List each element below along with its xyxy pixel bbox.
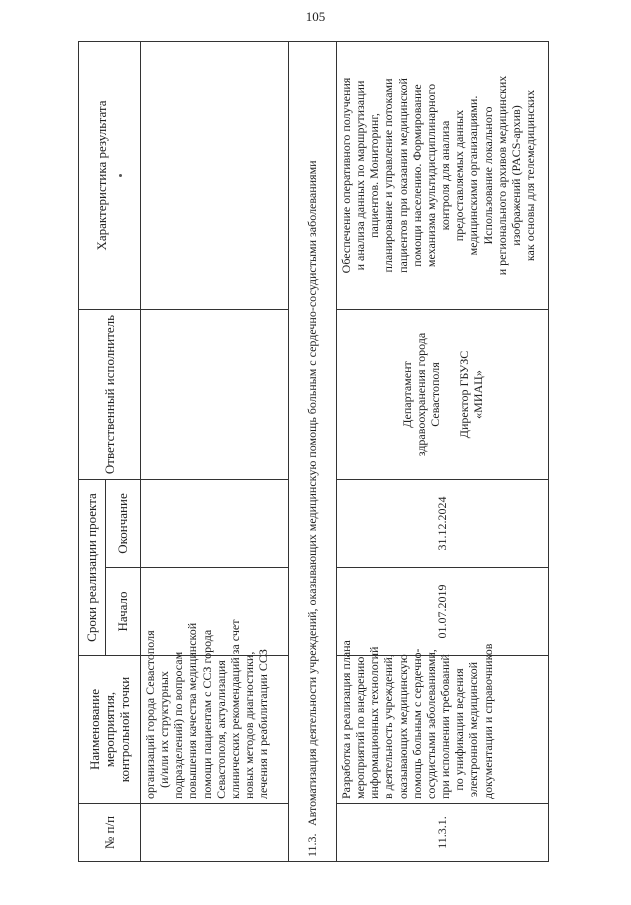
table-row xyxy=(337,42,549,862)
cell-end xyxy=(141,480,289,568)
cell-result xyxy=(141,42,289,310)
section-title xyxy=(289,42,337,862)
cell-responsible xyxy=(141,310,289,480)
cell-result: Обеспечение оперативного получения и анализа данных по маршрутизации пациентов. Мониторинг, планирование и управление потоками пациентов при оказании медицинской помощи населению. Формирование механизма мультидисциплинарного контроля для анализа предоставляемых данных медицинскими организациями. Использование локального и регионального архивов медицинских изображений (PACS-архив) как основы для телемедицинских xyxy=(337,42,549,310)
rotated-page-content xyxy=(78,42,548,862)
cell-end: 31.12.2024 xyxy=(337,480,549,568)
header-terms: Сроки реализации проекта xyxy=(79,480,106,656)
header-num: № п/п xyxy=(79,804,141,862)
cell-name: организаций города Севастополя (и/или их структурных подразделений) по вопросам повышения качества медицинской помощи пациентам с ССЗ города Севастополя, актуализация клинических рекомендаций за счет новых методов диагностики, лечения и реабилитации ССЗ xyxy=(141,656,289,804)
section-number: 11.3. xyxy=(305,833,320,857)
cell-num xyxy=(141,804,289,862)
header-responsible: Ответственный исполнитель xyxy=(79,310,141,480)
header-start: Начало xyxy=(106,568,141,656)
section-row xyxy=(289,42,337,862)
cell-responsible: Департамент здравоохранения города Севастополя Директор ГБУЗС «МИАЦ» xyxy=(337,310,549,480)
cell-num: 11.3.1. xyxy=(337,804,549,862)
section-text: Автоматизация деятельности учреждений, оказывающих медицинскую помощь больным с сердечно-сосудистыми заболеваниями xyxy=(305,160,320,826)
cell-start xyxy=(141,568,289,656)
cell-start: 01.07.2019 xyxy=(337,568,549,656)
table-row xyxy=(141,42,289,862)
header-name: Наименование мероприятия, контрольной точки xyxy=(79,656,141,804)
stray-mark xyxy=(119,174,122,177)
project-table xyxy=(78,41,549,862)
header-result: Характеристика результата xyxy=(79,42,141,310)
header-end: Окончание xyxy=(106,480,141,568)
cell-name: Разработка и реализация плана мероприятий по внедрению информационных технологий в деятельность учреждений, оказывающих медицинскую помощь больным с сердечно- сосудистыми заболеваниями, при исполнении требований по унификации ведения электронной медицинской документации и справочников xyxy=(337,656,549,804)
page-number: 105 xyxy=(305,9,326,24)
